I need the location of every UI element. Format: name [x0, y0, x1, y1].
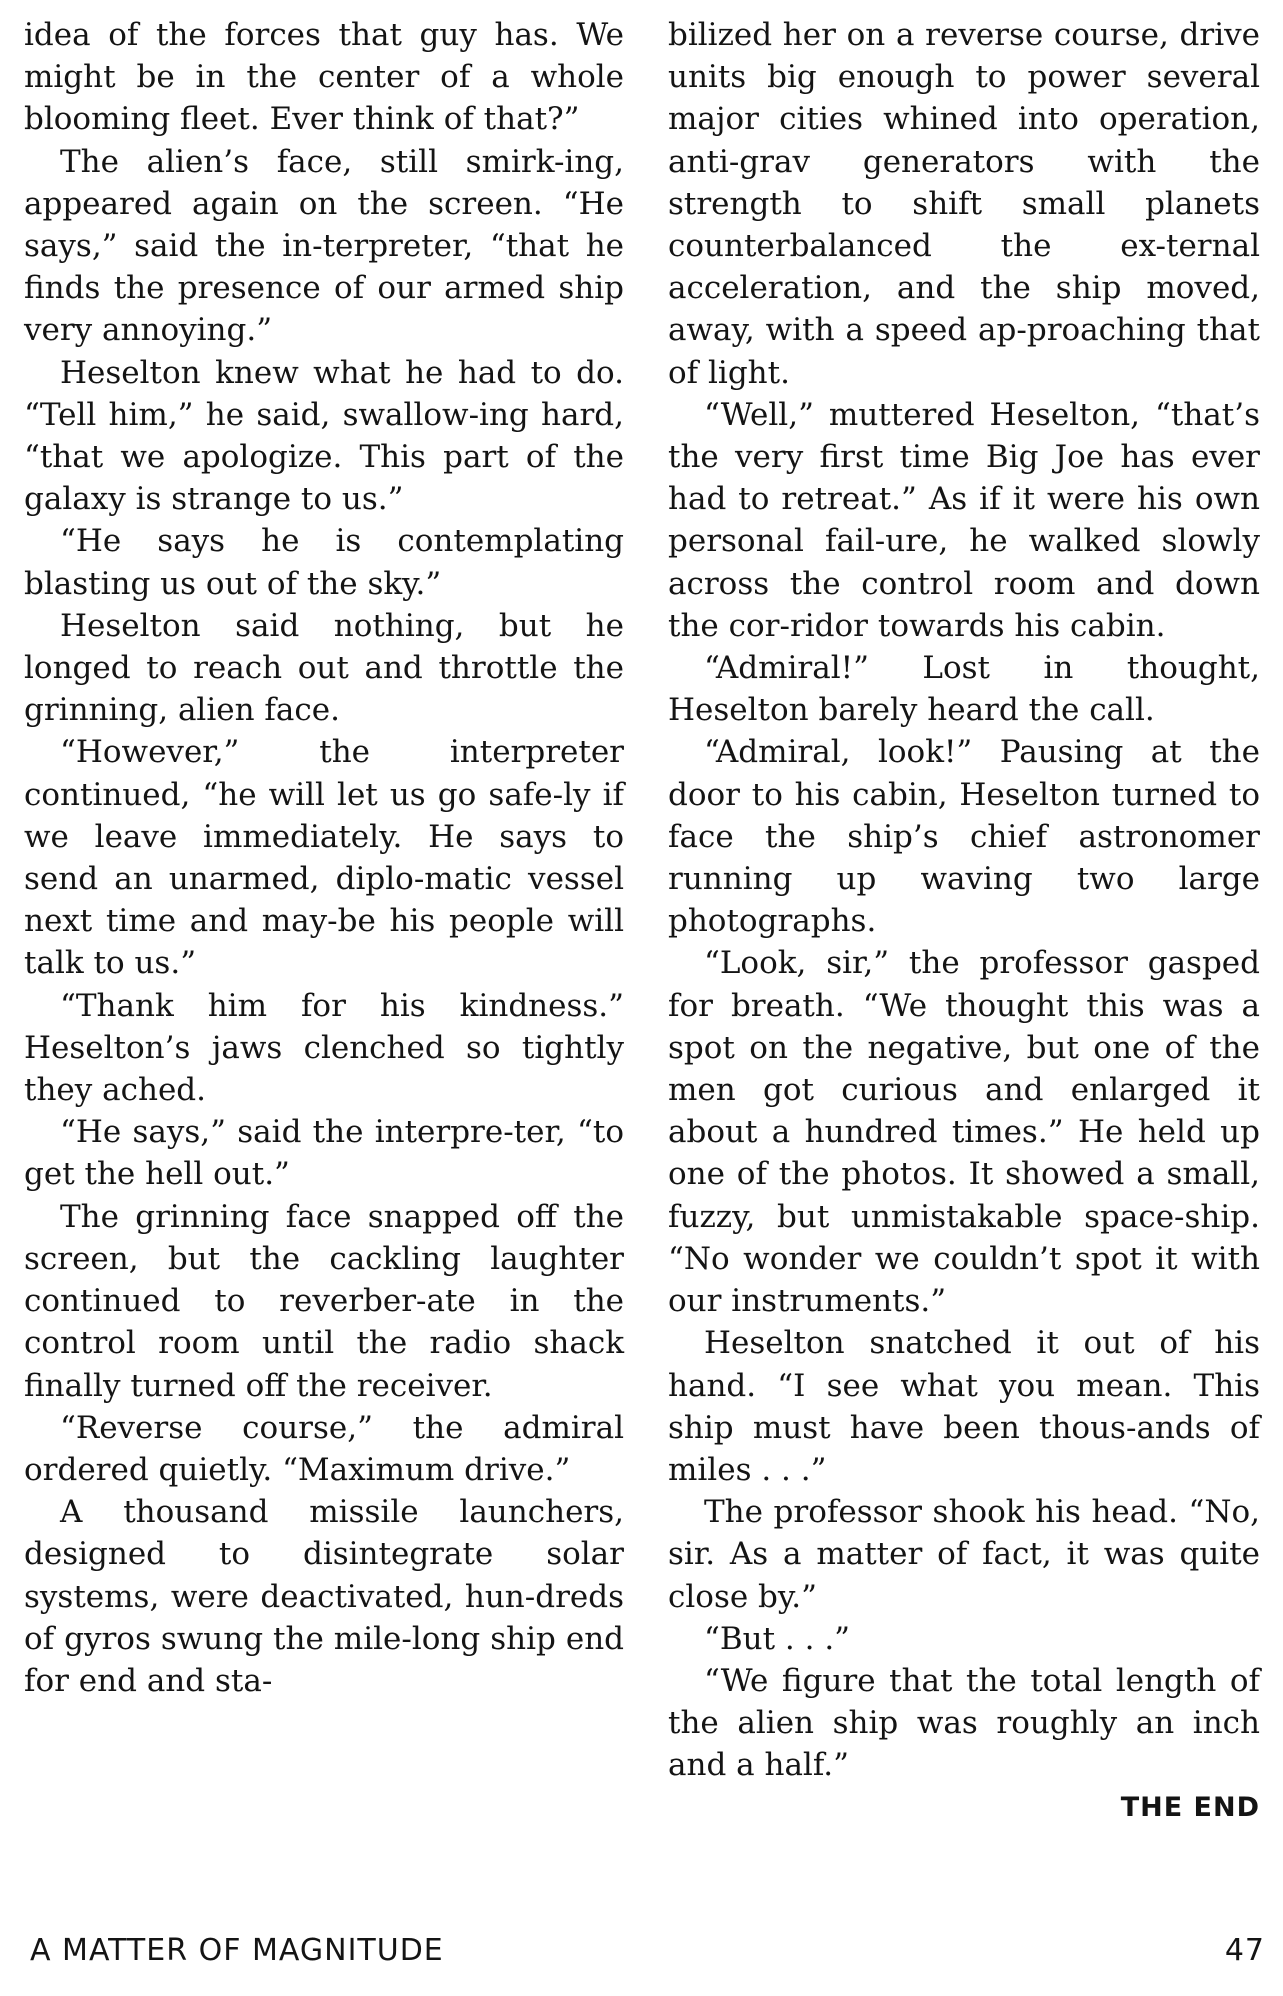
paragraph: The professor shook his head. “No, sir. As a matter of fact, it was quite close by.”: [668, 1494, 1260, 1615]
paragraph: “Reverse course,” the admiral ordered quietly. “Maximum drive.”: [24, 1409, 624, 1488]
left-column: [24, 14, 624, 1702]
paragraph: “But . . .”: [704, 1620, 851, 1657]
paragraph: A thousand missile launchers, designed to disintegrate solar systems, were deactivated, hun-dreds of gyros swung the mile-long ship end for end and sta-: [24, 1494, 624, 1699]
paragraph: “Look, sir,” the professor gasped for breath. “We thought this was a spot on the negative, but one of the men got curious and enlarged it about a hundred times.” He held up one of the photos. It showed a small, fuzzy, but unmistakable space-ship. “No wonder we couldn’t spot it with our instruments.”: [668, 945, 1260, 1320]
paragraph: Heselton said nothing, but he longed to reach out and throttle the grinning, alien face.: [24, 607, 624, 729]
paragraph: “Thank him for his kindness.” Heselton’s jaws clenched so tightly they ached.: [24, 987, 624, 1109]
right-column: [668, 14, 1260, 1829]
paragraph: “We figure that the total length of the alien ship was roughly an inch and a half.”: [668, 1662, 1260, 1784]
page-footer: [30, 1928, 1265, 1972]
paragraph: “Admiral, look!” Pausing at the door to his cabin, Heselton turned to face the ship’s chief astronomer running up waving two large photographs.: [668, 734, 1260, 940]
story-title: A MATTER OF MAGNITUDE: [30, 1932, 444, 1968]
page-number: 47: [1224, 1932, 1265, 1968]
paragraph: idea of the forces that guy has. We might be in the center of a whole blooming fleet. Ever think of that?”: [24, 17, 624, 138]
paragraph: bilized her on a reverse course, drive units big enough to power several major cities whined into operation, anti-grav generators with the strength to shift small planets counterbalanced the ex-ternal acceleration, and the ship moved, away, with a speed ap-proaching that of light.: [668, 17, 1260, 391]
paragraph: “He says he is contemplating blasting us out of the sky.”: [24, 523, 624, 602]
paragraph: The alien’s face, still smirk-ing, appeared again on the screen. “He says,” said the in-terpreter, “that he finds the presence of our armed ship very annoying.”: [24, 143, 624, 349]
paragraph: The grinning face snapped off the screen, but the cackling laughter continued to reverber-ate in the control room until the radio shack finally turned off the receiver.: [24, 1198, 624, 1404]
paragraph: Heselton snatched it out of his hand. “I see what you mean. This ship must have been thous-ands of miles . . .”: [668, 1325, 1260, 1488]
paragraph: Heselton knew what he had to do. “Tell him,” he said, swallow-ing hard, “that we apologize. This part of the galaxy is strange to us.”: [24, 354, 624, 518]
paragraph: “Well,” muttered Heselton, “that’s the very first time Big Joe has ever had to retreat.” As if it were his own personal fail-ure, he walked slowly across the control room and down the cor-ridor towards his cabin.: [668, 396, 1260, 644]
paragraph: “However,” the interpreter continued, “he will let us go safe-ly if we leave immediately. He says to send an unarmed, diplo-matic vessel next time and may-be his people will talk to us.”: [24, 734, 624, 982]
paragraph: “He says,” said the interpre-ter, “to get the hell out.”: [24, 1114, 624, 1193]
paragraph: “Admiral!” Lost in thought, Heselton barely heard the call.: [668, 650, 1260, 729]
end-mark: THE END: [1120, 1791, 1260, 1823]
